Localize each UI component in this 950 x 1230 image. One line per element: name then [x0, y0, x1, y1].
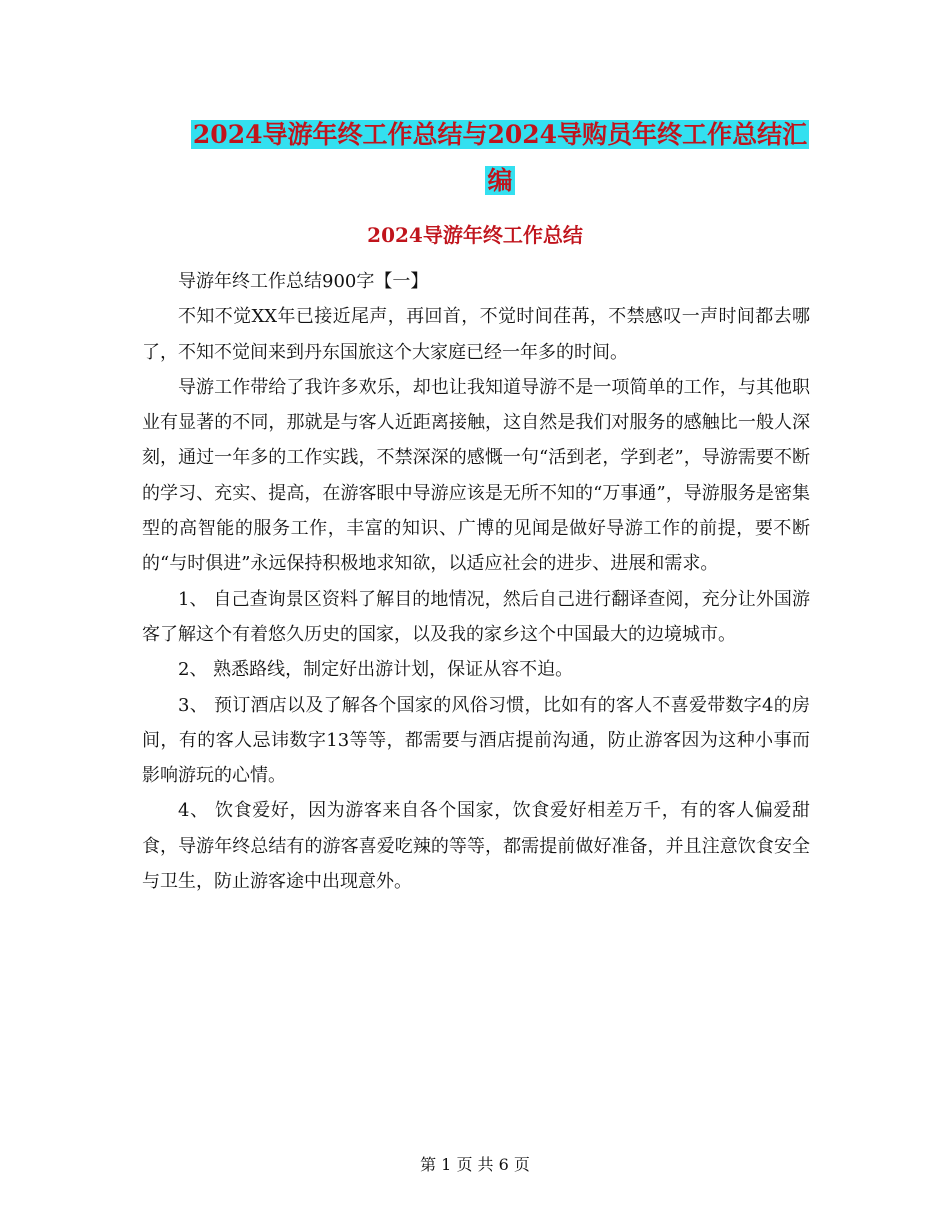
- page-number-footer: 第 1 页 共 6 页: [420, 1155, 530, 1174]
- section-title: 2024导游年终工作总结: [367, 223, 583, 247]
- list-item: 2、 熟悉路线，制定好出游计划，保证从容不迫。: [178, 659, 574, 681]
- paragraph-heading: 导游年终工作总结900字【一】: [178, 271, 429, 292]
- list-item: 3、 预订酒店以及了解各个国家的风俗习惯，比如有的客人不喜爱带数字4的房间，有的客人忌讳数字13等等，都需要与酒店提前沟通，防止游客因为这种小事而影响游玩的心情。: [142, 694, 810, 787]
- document-body: [142, 264, 810, 899]
- list-item: 1、 自己查询景区资料了解目的地情况，然后自己进行翻译查阅，充分让外国游客了解这个有着悠久历史的国家，以及我的家乡这个中国最大的边境城市。: [142, 588, 810, 645]
- main-title-line-1: 2024导游年终工作总结与2024导购员年终工作总结汇: [192, 120, 808, 149]
- main-title-line-2: 编: [487, 166, 513, 195]
- document-main-title: [140, 112, 860, 204]
- list-item: 4、 饮食爱好，因为游客来自各个国家，饮食爱好相差万千，有的客人偏爱甜食，导游年终总结有的游客喜爱吃辣的等等，都需提前做好准备，并且注意饮食安全与卫生，防止游客途中出现意外。: [142, 800, 810, 893]
- paragraph: 导游工作带给了我许多欢乐，却也让我知道导游不是一项简单的工作，与其他职业有显著的不同，那就是与客人近距离接触，这自然是我们对服务的感触比一般人深刻，通过一年多的工作实践，不禁深深的感慨一句“活到老，学到老”，导游需要不断的学习、充实、提高，在游客眼中导游应该是无所不知的“万事通”，导游服务是密集型的高智能的服务工作，丰富的知识、广博的见闻是做好导游工作的前提，要不断的“与时俱进”永远保持积极地求知欲，以适应社会的进步、进展和需求。: [142, 376, 810, 575]
- paragraph: 不知不觉XX年已接近尾声，再回首，不觉时间荏苒，不禁感叹一声时间都去哪了，不知不觉间来到丹东国旅这个大家庭已经一年多的时间。: [142, 306, 810, 363]
